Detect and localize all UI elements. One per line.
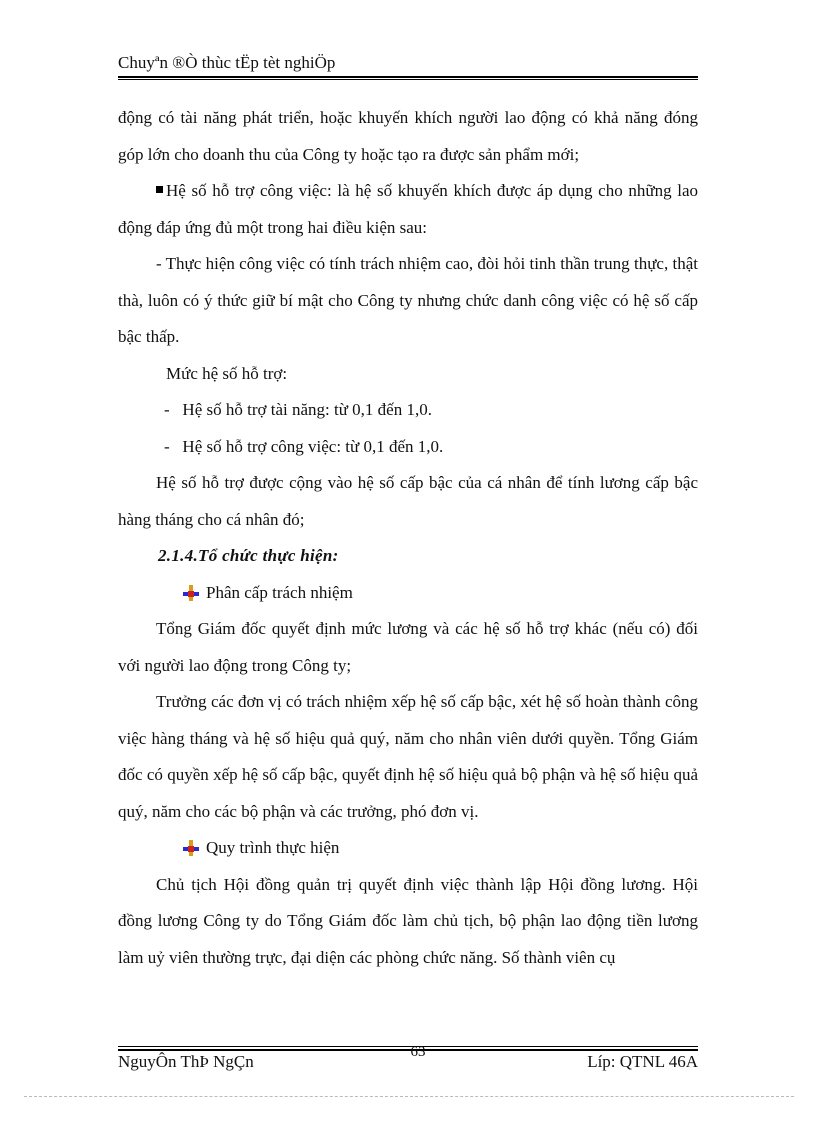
paragraph-3: - Thực hiện công việc có tính trách nhiệm cao, đòi hỏi tinh thần trung thực, thật thà, luôn có ý thức giữ bí mật cho Công ty nhưng chức danh công việc có hệ số cấp bậc thấp. <box>118 254 698 346</box>
footer-author: NguyÔn ThÞ NgÇn <box>118 1052 254 1071</box>
paragraph-2 <box>118 173 698 246</box>
paragraph-4: Mức hệ số hỗ trợ: <box>166 363 288 383</box>
document-body <box>118 100 698 976</box>
page-edge-divider <box>24 1096 794 1097</box>
subheading-2 <box>118 830 698 867</box>
paragraph-2-text: Hệ số hỗ trợ công việc: là hệ số khuyến khích được áp dụng cho những lao động đáp ứng đủ một trong hai điều kiện sau: <box>118 181 698 237</box>
square-bullet-icon <box>156 186 163 193</box>
subheading-1 <box>118 575 698 612</box>
footer-class-label: Líp: QTNL 46A <box>587 1052 698 1071</box>
paragraph-1: động có tài năng phát triển, hoặc khuyến khích người lao động có khả năng đóng góp lớn cho doanh thu của Công ty hoặc tạo ra được sản phẩm mới; <box>118 108 698 164</box>
list-item-2: - Hệ số hỗ trợ công việc: từ 0,1 đến 1,0. <box>164 436 444 456</box>
header-rule-thin <box>118 79 698 80</box>
section-heading: 2.1.4.Tổ chức thực hiện: <box>158 546 339 565</box>
paragraph-10: Chủ tịch Hội đồng quản trị quyết định việc thành lập Hội đồng lương. Hội đồng lương Công ty do Tổng Giám đốc làm chủ tịch, bộ phận lao động tiền lương làm uỷ viên thường trực, đại diện các phòng chức năng. Số thành viên cụ <box>118 874 698 967</box>
page-header-title: Chuyªn ®Ò thùc tËp tèt nghiÖp <box>118 53 336 72</box>
paragraph-9: Trưởng các đơn vị có trách nhiệm xếp hệ số cấp bậc, xét hệ số hoàn thành công việc hàng tháng và hệ số hiệu quả quý, năm cho nhân viên dưới quyền. Tổng Giám đốc có quyền xếp hệ số cấp bậc, quyết định hệ số hiệu quả bộ phận và hệ số hiệu quả quý, năm cho các bộ phận và các trưởng, phó đơn vị. <box>118 692 698 821</box>
subheading-2-text: Quy trình thực hiện <box>206 838 340 857</box>
page-number: 63 <box>410 1044 426 1060</box>
subheading-1-text: Phân cấp trách nhiệm <box>206 582 353 602</box>
list-item-1: - Hệ số hỗ trợ tài năng: từ 0,1 đến 1,0. <box>164 400 432 419</box>
paragraph-7: Hệ số hỗ trợ được cộng vào hệ số cấp bậc của cá nhân để tính lương cấp bậc hàng tháng cho cá nhân đó; <box>118 473 698 529</box>
arrow-bullet-icon <box>182 839 200 857</box>
paragraph-8: Tổng Giám đốc quyết định mức lương và các hệ số hỗ trợ khác (nếu có) đối với người lao động trong Công ty; <box>118 619 698 675</box>
header-rule <box>118 76 698 78</box>
arrow-bullet-icon <box>182 584 200 602</box>
